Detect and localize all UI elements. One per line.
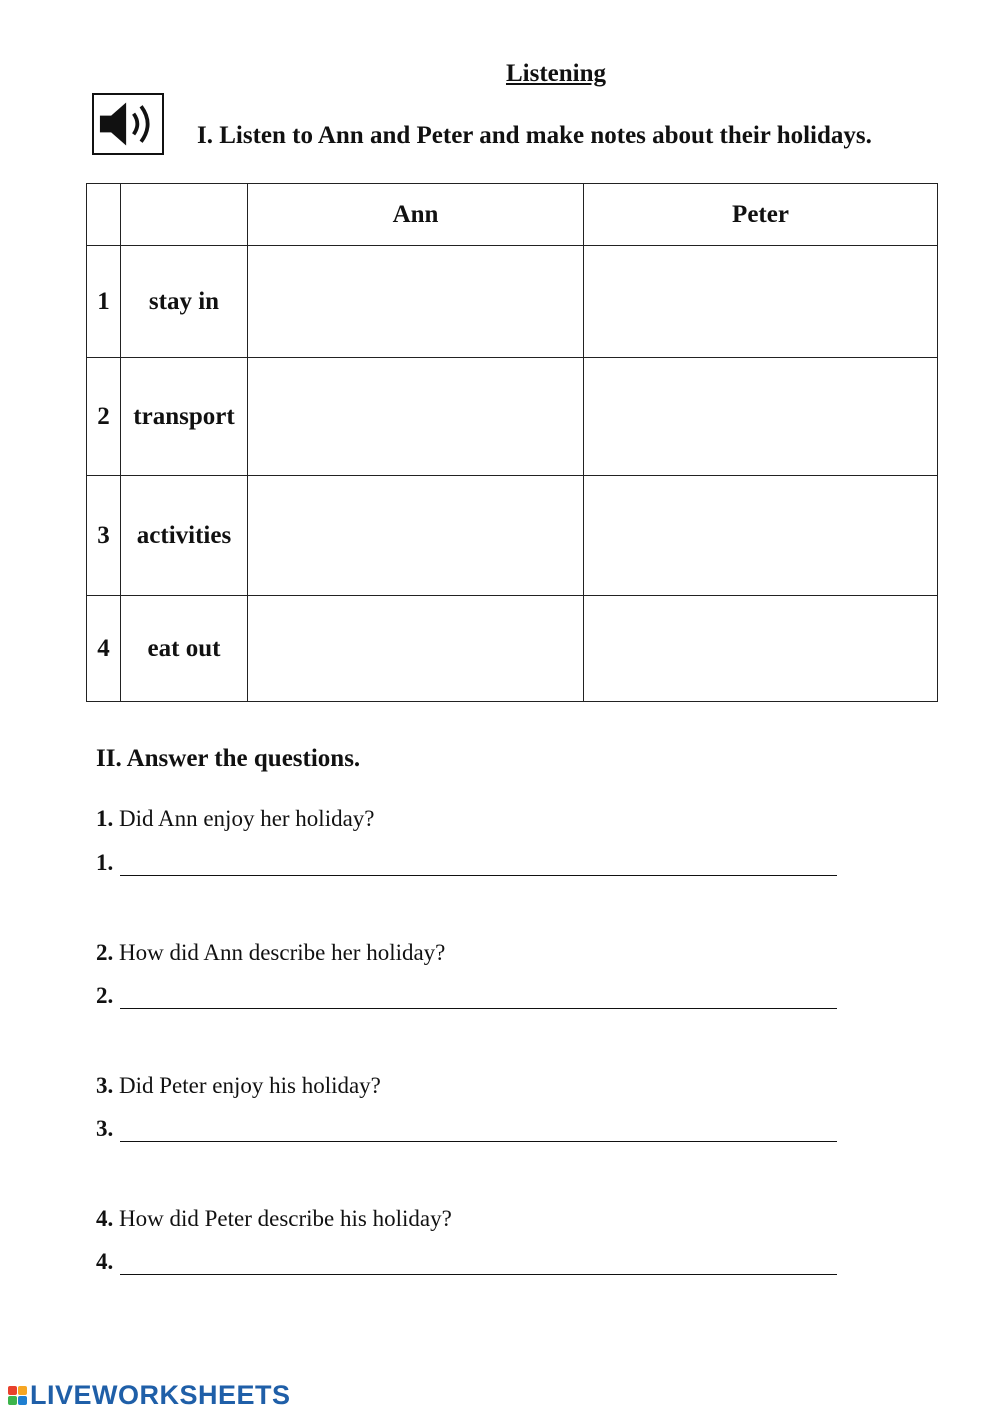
logo-square — [18, 1386, 27, 1395]
row-num: 2 — [87, 358, 121, 476]
row-label: stay in — [121, 246, 248, 358]
peter-notes-cell[interactable] — [584, 246, 938, 358]
table-header-row — [87, 184, 938, 246]
row-label: eat out — [121, 596, 248, 702]
question-4 — [96, 1206, 452, 1232]
header-peter: Peter — [584, 184, 938, 246]
question-3 — [96, 1073, 381, 1099]
table-row — [87, 246, 938, 358]
table-row — [87, 476, 938, 596]
row-num: 3 — [87, 476, 121, 596]
peter-notes-cell[interactable] — [584, 358, 938, 476]
answer-line-1[interactable] — [120, 875, 837, 876]
answer-number: 4. — [96, 1249, 114, 1274]
question-number: 3. — [96, 1073, 114, 1098]
logo-square — [18, 1396, 27, 1405]
answer-line-3[interactable] — [120, 1141, 837, 1142]
table-row — [87, 596, 938, 702]
answer-line-2[interactable] — [120, 1008, 837, 1009]
header-num — [87, 184, 121, 246]
liveworksheets-logo — [8, 1380, 291, 1411]
question-number: 4. — [96, 1206, 114, 1231]
row-label: transport — [121, 358, 248, 476]
question-2 — [96, 940, 445, 966]
peter-notes-cell[interactable] — [584, 596, 938, 702]
speaker-icon[interactable] — [92, 93, 164, 155]
answer-line-4[interactable] — [120, 1274, 837, 1275]
header-ann: Ann — [248, 184, 584, 246]
question-number: 2. — [96, 940, 114, 965]
section2-heading: II. Answer the questions. — [96, 745, 361, 772]
question-text: How did Peter describe his holiday? — [119, 1206, 452, 1231]
notes-table — [86, 183, 938, 702]
section1-instruction: I. Listen to Ann and Peter and make notes about their holidays. — [197, 122, 872, 149]
table-row — [87, 358, 938, 476]
row-num: 1 — [87, 246, 121, 358]
ann-notes-cell[interactable] — [248, 358, 584, 476]
ann-notes-cell[interactable] — [248, 476, 584, 596]
row-num: 4 — [87, 596, 121, 702]
ann-notes-cell[interactable] — [248, 246, 584, 358]
question-number: 1. — [96, 806, 114, 831]
answer-number: 2. — [96, 983, 114, 1008]
row-label: activities — [121, 476, 248, 596]
question-1 — [96, 806, 375, 832]
logo-grid-icon — [8, 1386, 27, 1405]
question-text: Did Ann enjoy her holiday? — [119, 806, 375, 831]
ann-notes-cell[interactable] — [248, 596, 584, 702]
logo-square — [8, 1386, 17, 1395]
logo-text: LIVEWORKSHEETS — [30, 1380, 291, 1410]
peter-notes-cell[interactable] — [584, 476, 938, 596]
header-category — [121, 184, 248, 246]
answer-number: 3. — [96, 1116, 114, 1141]
page-title: Listening — [505, 60, 607, 87]
question-text: Did Peter enjoy his holiday? — [119, 1073, 381, 1098]
question-text: How did Ann describe her holiday? — [119, 940, 446, 965]
answer-number: 1. — [96, 850, 114, 875]
logo-square — [8, 1396, 17, 1405]
